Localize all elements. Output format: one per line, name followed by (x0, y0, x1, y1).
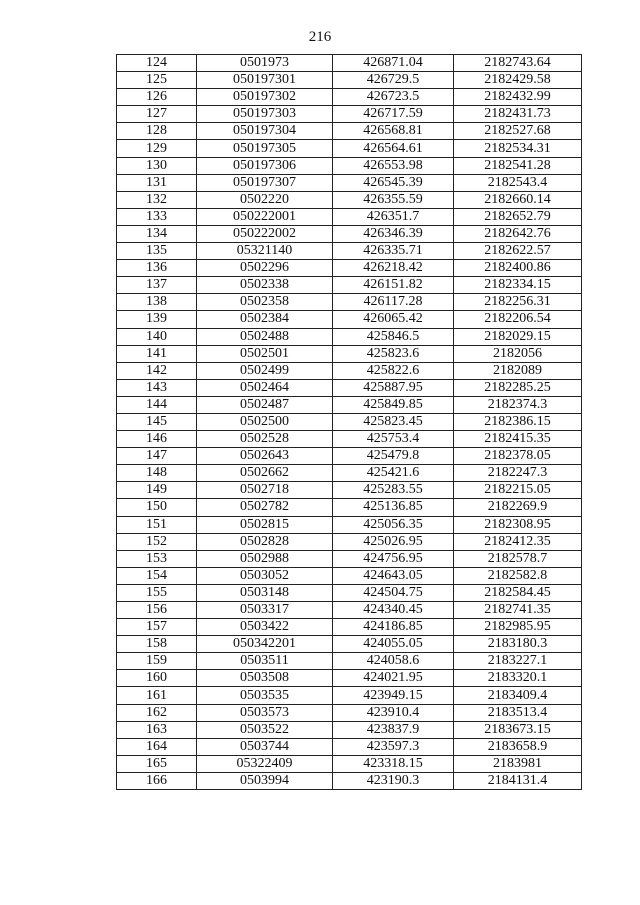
row-number-cell: 154 (117, 567, 197, 584)
row-number-cell: 134 (117, 225, 197, 242)
x-coordinate-cell: 426335.71 (333, 243, 454, 260)
point-id-cell: 0503535 (197, 687, 333, 704)
table-row (117, 328, 582, 345)
page-number: 216 (308, 29, 332, 45)
row-number-cell: 126 (117, 89, 197, 106)
point-id-cell: 0502988 (197, 550, 333, 567)
row-number-cell: 155 (117, 584, 197, 601)
x-coordinate-cell: 426218.42 (333, 260, 454, 277)
y-coordinate-cell: 2182400.86 (454, 260, 582, 277)
x-coordinate-cell: 426351.7 (333, 208, 454, 225)
row-number-cell: 156 (117, 602, 197, 619)
row-number-cell: 133 (117, 208, 197, 225)
y-coordinate-cell: 2182269.9 (454, 499, 582, 516)
y-coordinate-cell: 2182578.7 (454, 550, 582, 567)
y-coordinate-cell: 2182334.15 (454, 277, 582, 294)
x-coordinate-cell: 425026.95 (333, 533, 454, 550)
table-row (117, 704, 582, 721)
y-coordinate-cell: 2182256.31 (454, 294, 582, 311)
x-coordinate-cell: 425887.95 (333, 379, 454, 396)
table-row (117, 140, 582, 157)
point-id-cell: 0503522 (197, 721, 333, 738)
table-row (117, 738, 582, 755)
point-id-cell: 0502828 (197, 533, 333, 550)
point-id-cell: 050197304 (197, 123, 333, 140)
row-number-cell: 158 (117, 636, 197, 653)
y-coordinate-cell: 2183513.4 (454, 704, 582, 721)
y-coordinate-cell: 2182741.35 (454, 602, 582, 619)
row-number-cell: 140 (117, 328, 197, 345)
x-coordinate-cell: 426871.04 (333, 55, 454, 72)
point-id-cell: 0503508 (197, 670, 333, 687)
x-coordinate-cell: 424340.45 (333, 602, 454, 619)
table-row (117, 362, 582, 379)
x-coordinate-cell: 425479.8 (333, 448, 454, 465)
point-id-cell: 050197301 (197, 72, 333, 89)
row-number-cell: 142 (117, 362, 197, 379)
y-coordinate-cell: 2182285.25 (454, 379, 582, 396)
row-number-cell: 138 (117, 294, 197, 311)
table-row (117, 243, 582, 260)
table-row (117, 123, 582, 140)
row-number-cell: 131 (117, 174, 197, 191)
x-coordinate-cell: 426729.5 (333, 72, 454, 89)
x-coordinate-cell: 423837.9 (333, 721, 454, 738)
y-coordinate-cell: 2182985.95 (454, 619, 582, 636)
x-coordinate-cell: 426117.28 (333, 294, 454, 311)
y-coordinate-cell: 2182622.57 (454, 243, 582, 260)
y-coordinate-cell: 2182412.35 (454, 533, 582, 550)
point-id-cell: 0503994 (197, 772, 333, 789)
x-coordinate-cell: 424058.6 (333, 653, 454, 670)
point-id-cell: 0503573 (197, 704, 333, 721)
table-row (117, 533, 582, 550)
point-id-cell: 0502643 (197, 448, 333, 465)
y-coordinate-cell: 2182431.73 (454, 106, 582, 123)
row-number-cell: 159 (117, 653, 197, 670)
x-coordinate-cell: 424756.95 (333, 550, 454, 567)
y-coordinate-cell: 2182378.05 (454, 448, 582, 465)
row-number-cell: 164 (117, 738, 197, 755)
table-row (117, 499, 582, 516)
point-id-cell: 050197302 (197, 89, 333, 106)
x-coordinate-cell: 426568.81 (333, 123, 454, 140)
row-number-cell: 124 (117, 55, 197, 72)
table-row (117, 413, 582, 430)
point-id-cell: 0502500 (197, 413, 333, 430)
point-id-cell: 0503744 (197, 738, 333, 755)
row-number-cell: 151 (117, 516, 197, 533)
row-number-cell: 148 (117, 465, 197, 482)
x-coordinate-cell: 426717.59 (333, 106, 454, 123)
x-coordinate-cell: 424021.95 (333, 670, 454, 687)
x-coordinate-cell: 425822.6 (333, 362, 454, 379)
point-id-cell: 0502488 (197, 328, 333, 345)
row-number-cell: 130 (117, 157, 197, 174)
row-number-cell: 135 (117, 243, 197, 260)
x-coordinate-cell: 425846.5 (333, 328, 454, 345)
table-row (117, 670, 582, 687)
point-id-cell: 0502384 (197, 311, 333, 328)
y-coordinate-cell: 2182415.35 (454, 431, 582, 448)
x-coordinate-cell: 426065.42 (333, 311, 454, 328)
row-number-cell: 137 (117, 277, 197, 294)
x-coordinate-cell: 423597.3 (333, 738, 454, 755)
table-row (117, 636, 582, 653)
row-number-cell: 143 (117, 379, 197, 396)
table-row (117, 225, 582, 242)
x-coordinate-cell: 426346.39 (333, 225, 454, 242)
point-id-cell: 0503052 (197, 567, 333, 584)
row-number-cell: 162 (117, 704, 197, 721)
point-id-cell: 0503317 (197, 602, 333, 619)
row-number-cell: 150 (117, 499, 197, 516)
table-row (117, 379, 582, 396)
coordinates-table (116, 54, 582, 790)
table-row (117, 277, 582, 294)
table-body (117, 55, 582, 790)
table-row (117, 687, 582, 704)
row-number-cell: 157 (117, 619, 197, 636)
point-id-cell: 0503148 (197, 584, 333, 601)
table-row (117, 260, 582, 277)
row-number-cell: 132 (117, 191, 197, 208)
x-coordinate-cell: 424186.85 (333, 619, 454, 636)
table-row (117, 448, 582, 465)
x-coordinate-cell: 424504.75 (333, 584, 454, 601)
table-row (117, 431, 582, 448)
table-row (117, 772, 582, 789)
y-coordinate-cell: 2183180.3 (454, 636, 582, 653)
x-coordinate-cell: 425136.85 (333, 499, 454, 516)
y-coordinate-cell: 2182247.3 (454, 465, 582, 482)
y-coordinate-cell: 2182543.4 (454, 174, 582, 191)
y-coordinate-cell: 2183658.9 (454, 738, 582, 755)
table-row (117, 157, 582, 174)
row-number-cell: 149 (117, 482, 197, 499)
y-coordinate-cell: 2183409.4 (454, 687, 582, 704)
y-coordinate-cell: 2183673.15 (454, 721, 582, 738)
point-id-cell: 050222001 (197, 208, 333, 225)
x-coordinate-cell: 426151.82 (333, 277, 454, 294)
point-id-cell: 0502487 (197, 396, 333, 413)
x-coordinate-cell: 426355.59 (333, 191, 454, 208)
point-id-cell: 0502782 (197, 499, 333, 516)
row-number-cell: 144 (117, 396, 197, 413)
point-id-cell: 050197303 (197, 106, 333, 123)
x-coordinate-cell: 425283.55 (333, 482, 454, 499)
row-number-cell: 139 (117, 311, 197, 328)
point-id-cell: 050197305 (197, 140, 333, 157)
x-coordinate-cell: 426564.61 (333, 140, 454, 157)
y-coordinate-cell: 2182534.31 (454, 140, 582, 157)
point-id-cell: 0502464 (197, 379, 333, 396)
table-row (117, 550, 582, 567)
point-id-cell: 05321140 (197, 243, 333, 260)
row-number-cell: 128 (117, 123, 197, 140)
row-number-cell: 146 (117, 431, 197, 448)
row-number-cell: 166 (117, 772, 197, 789)
y-coordinate-cell: 2182584.45 (454, 584, 582, 601)
x-coordinate-cell: 425056.35 (333, 516, 454, 533)
y-coordinate-cell: 2182541.28 (454, 157, 582, 174)
point-id-cell: 050222002 (197, 225, 333, 242)
x-coordinate-cell: 423949.15 (333, 687, 454, 704)
row-number-cell: 136 (117, 260, 197, 277)
point-id-cell: 0502358 (197, 294, 333, 311)
y-coordinate-cell: 2182206.54 (454, 311, 582, 328)
y-coordinate-cell: 2182386.15 (454, 413, 582, 430)
y-coordinate-cell: 2183227.1 (454, 653, 582, 670)
table-row (117, 72, 582, 89)
table-row (117, 755, 582, 772)
x-coordinate-cell: 425849.85 (333, 396, 454, 413)
table-row (117, 89, 582, 106)
table-row (117, 602, 582, 619)
point-id-cell: 0502499 (197, 362, 333, 379)
point-id-cell: 0501973 (197, 55, 333, 72)
y-coordinate-cell: 2182056 (454, 345, 582, 362)
point-id-cell: 050197306 (197, 157, 333, 174)
table-row (117, 516, 582, 533)
row-number-cell: 153 (117, 550, 197, 567)
table-row (117, 465, 582, 482)
point-id-cell: 050342201 (197, 636, 333, 653)
y-coordinate-cell: 2182374.3 (454, 396, 582, 413)
y-coordinate-cell: 2182429.58 (454, 72, 582, 89)
point-id-cell: 05322409 (197, 755, 333, 772)
x-coordinate-cell: 425421.6 (333, 465, 454, 482)
y-coordinate-cell: 2182743.64 (454, 55, 582, 72)
row-number-cell: 152 (117, 533, 197, 550)
row-number-cell: 145 (117, 413, 197, 430)
x-coordinate-cell: 424055.05 (333, 636, 454, 653)
point-id-cell: 0502528 (197, 431, 333, 448)
x-coordinate-cell: 426545.39 (333, 174, 454, 191)
x-coordinate-cell: 423318.15 (333, 755, 454, 772)
y-coordinate-cell: 2183981 (454, 755, 582, 772)
table-row (117, 619, 582, 636)
point-id-cell: 0502338 (197, 277, 333, 294)
table-row (117, 311, 582, 328)
row-number-cell: 141 (117, 345, 197, 362)
y-coordinate-cell: 2182660.14 (454, 191, 582, 208)
table-row (117, 174, 582, 191)
y-coordinate-cell: 2182215.05 (454, 482, 582, 499)
x-coordinate-cell: 423190.3 (333, 772, 454, 789)
point-id-cell: 0503511 (197, 653, 333, 670)
table-row (117, 191, 582, 208)
point-id-cell: 0503422 (197, 619, 333, 636)
point-id-cell: 0502220 (197, 191, 333, 208)
y-coordinate-cell: 2182642.76 (454, 225, 582, 242)
x-coordinate-cell: 424643.05 (333, 567, 454, 584)
row-number-cell: 161 (117, 687, 197, 704)
y-coordinate-cell: 2182029.15 (454, 328, 582, 345)
x-coordinate-cell: 426553.98 (333, 157, 454, 174)
y-coordinate-cell: 2183320.1 (454, 670, 582, 687)
y-coordinate-cell: 2184131.4 (454, 772, 582, 789)
table-row (117, 294, 582, 311)
row-number-cell: 160 (117, 670, 197, 687)
table-row (117, 584, 582, 601)
row-number-cell: 129 (117, 140, 197, 157)
table-row (117, 396, 582, 413)
y-coordinate-cell: 2182308.95 (454, 516, 582, 533)
y-coordinate-cell: 2182432.99 (454, 89, 582, 106)
x-coordinate-cell: 426723.5 (333, 89, 454, 106)
table-row (117, 721, 582, 738)
table-row (117, 482, 582, 499)
table-row (117, 567, 582, 584)
point-id-cell: 0502718 (197, 482, 333, 499)
x-coordinate-cell: 425823.45 (333, 413, 454, 430)
table-row (117, 345, 582, 362)
x-coordinate-cell: 425753.4 (333, 431, 454, 448)
table-row (117, 55, 582, 72)
point-id-cell: 0502296 (197, 260, 333, 277)
y-coordinate-cell: 2182089 (454, 362, 582, 379)
row-number-cell: 125 (117, 72, 197, 89)
row-number-cell: 127 (117, 106, 197, 123)
row-number-cell: 163 (117, 721, 197, 738)
x-coordinate-cell: 425823.6 (333, 345, 454, 362)
y-coordinate-cell: 2182582.8 (454, 567, 582, 584)
table-row (117, 208, 582, 225)
row-number-cell: 165 (117, 755, 197, 772)
table-row (117, 106, 582, 123)
point-id-cell: 0502815 (197, 516, 333, 533)
y-coordinate-cell: 2182652.79 (454, 208, 582, 225)
point-id-cell: 0502662 (197, 465, 333, 482)
x-coordinate-cell: 423910.4 (333, 704, 454, 721)
row-number-cell: 147 (117, 448, 197, 465)
y-coordinate-cell: 2182527.68 (454, 123, 582, 140)
point-id-cell: 0502501 (197, 345, 333, 362)
point-id-cell: 050197307 (197, 174, 333, 191)
table-row (117, 653, 582, 670)
